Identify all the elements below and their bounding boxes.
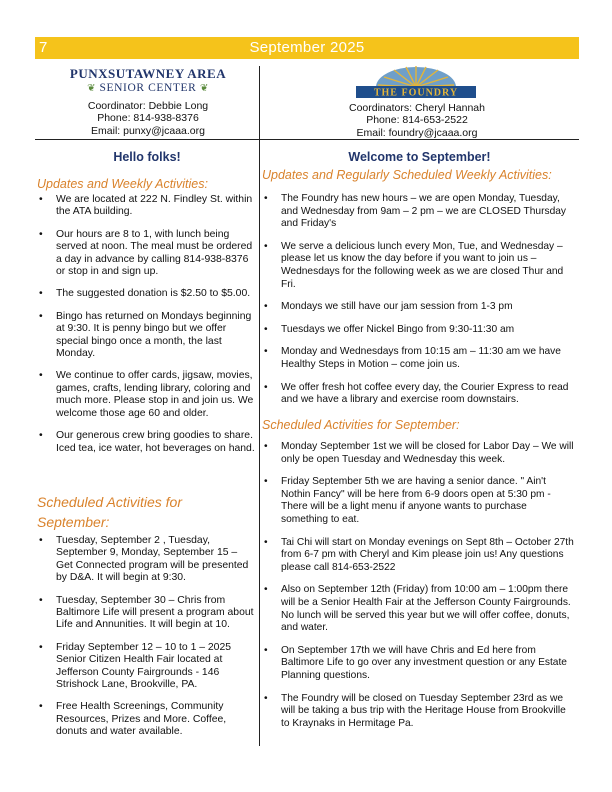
left-greeting: Hello folks! [113,150,181,164]
left-contact [62,100,234,137]
list-item: • Mondays we still have our jam session from 1-3 pm [264,301,513,313]
left-weekly-list [37,194,256,465]
senior-center-logo [62,66,234,94]
foundry-logo [354,63,478,101]
logo-text: THE FOUNDRY [373,87,459,99]
leaf-icon: ❦ [199,83,209,94]
right-section2-title: Scheduled Activities for September: [262,418,460,432]
right-greeting: Welcome to September! [348,150,491,164]
list-item: • Monday and Wednesdays from 10:15 am – 11:30 am we have Healthy Steps in Motion – come join us. [264,346,561,370]
list-item: • The Foundry has new hours – we are open Monday, Tuesday, and Wednesday from 9am – 2 pm – we are CLOSED Thursday and Friday's [264,193,567,230]
column-divider [259,66,260,746]
list-item: • The suggested donation is $2.50 to $5.00. [39,288,251,300]
left-coordinator: Coordinator: Debbie Long [87,100,209,112]
list-item: • We serve a delicious lunch every Mon, Tue, and Wednesday – please let us know the day before if you want to join us – Wednesdays for the following week as we are closed Thur and Fri. [264,240,564,290]
list-item: • Tuesday, September 2 , Tuesday, September 9, Monday, September 15 – Get Connected program will be presented by D&A. It will begin at 9:30. [39,535,249,584]
list-item: • We offer fresh hot coffee every day, the Courier Express to read and we have a library and exercise room downstairs. [264,381,569,406]
page-number: 7 [39,39,48,56]
list-item: • Free Health Screenings, Community Resources, Prizes and More. Coffee, donuts and water available. [39,701,227,738]
list-item: • Monday September 1st we will be closed for Labor Day – We will only be open Tuesday and Wednesday this week. [264,441,574,465]
left-email: Email: punxy@jcaaa.org [91,124,205,137]
left-phone: Phone: 814-938-8376 [97,112,199,125]
right-email: Email: foundry@jcaaa.org [356,126,478,139]
right-weekly-list [262,193,576,417]
sunburst-icon [376,66,456,87]
right-coordinator: Coordinators: Cheryl Hannah [349,102,485,114]
list-item: • Tuesday, September 30 – Chris from Baltimore Life will present a program about Life and Annunities. It will begin at 10. [39,594,254,631]
list-item: • We are located at 222 N. Findley St. within the ATA building. [39,194,253,218]
left-scheduled-list [37,535,256,749]
list-item: • The Foundry will be closed on Tuesday September 23rd as we will be taking a bus trip with the Heritage House from Brookville to Kraynaks in Hermitage Pa. [264,692,566,729]
left-section1-title: Updates and Weekly Activities: [37,177,208,191]
month-title: September 2025 [249,39,365,56]
list-item: • We continue to offer cards, jigsaw, movies, games, crafts, lending library, coloring and much more. Please stop in and join us. We welcome those age 60 and older. [39,370,254,419]
list-item: • Our hours are 8 to 1, with lunch being served at noon. The meal must be ordered a day in advance by calling 814-938-8376 or stop in and sign up. [39,228,253,278]
logo-line-1: PUNXSUTAWNEY AREA [69,66,227,81]
list-item: • Our generous crew bring goodies to share. Iced tea, ice water, hot beverages on hand. [39,430,255,454]
list-item: • Also on September 12th (Friday) from 10:00 am – 1:00pm there will be a Senior Health Fair at the Jefferson County Fairgrounds. No lunch will be served this year but we will offer coffee, donuts, and water. [264,584,571,634]
right-section1-title: Updates and Regularly Scheduled Weekly Activities: [262,168,552,182]
right-contact [300,102,534,139]
leaf-icon: ❦ [87,83,97,94]
list-item: • Tuesdays we offer Nickel Bingo from 9:30-11:30 am [264,323,515,335]
right-phone: Phone: 814-653-2522 [366,114,468,127]
list-item: • Tai Chi will start on Monday evenings on Sept 8th – October 27th from 6-7 pm with Cheryl and Kim please join us! Any questions please call 814-653-2522 [264,536,574,573]
logo-line-2: SENIOR CENTER [99,82,197,94]
list-item: • Friday September 12 – 10 to 1 – 2025 Senior Citizen Health Fair located at Jefferson County Fairgrounds - 146 Strishock Lane, Brookville, PA. [39,641,232,691]
header-bar [35,37,579,59]
list-item: • Friday September 5th we are having a senior dance. " Ain't Nothin Fancy" will be here from 6-9 doors open at 5:30 pm - There will be a light menu if anyone wants to purchase something to eat. [264,476,551,525]
list-item: • Bingo has returned on Mondays beginning at 9:30. It is penny bingo but we offer special bingo once a month, the last Monday. [39,310,252,360]
left-section2-title: Scheduled Activities for September: [37,494,182,530]
list-item: • On September 17th we will have Chris and Ed here from Baltimore Life to go over any investment question or any Estate Planning questions. [264,644,567,681]
right-scheduled-list [262,441,576,740]
